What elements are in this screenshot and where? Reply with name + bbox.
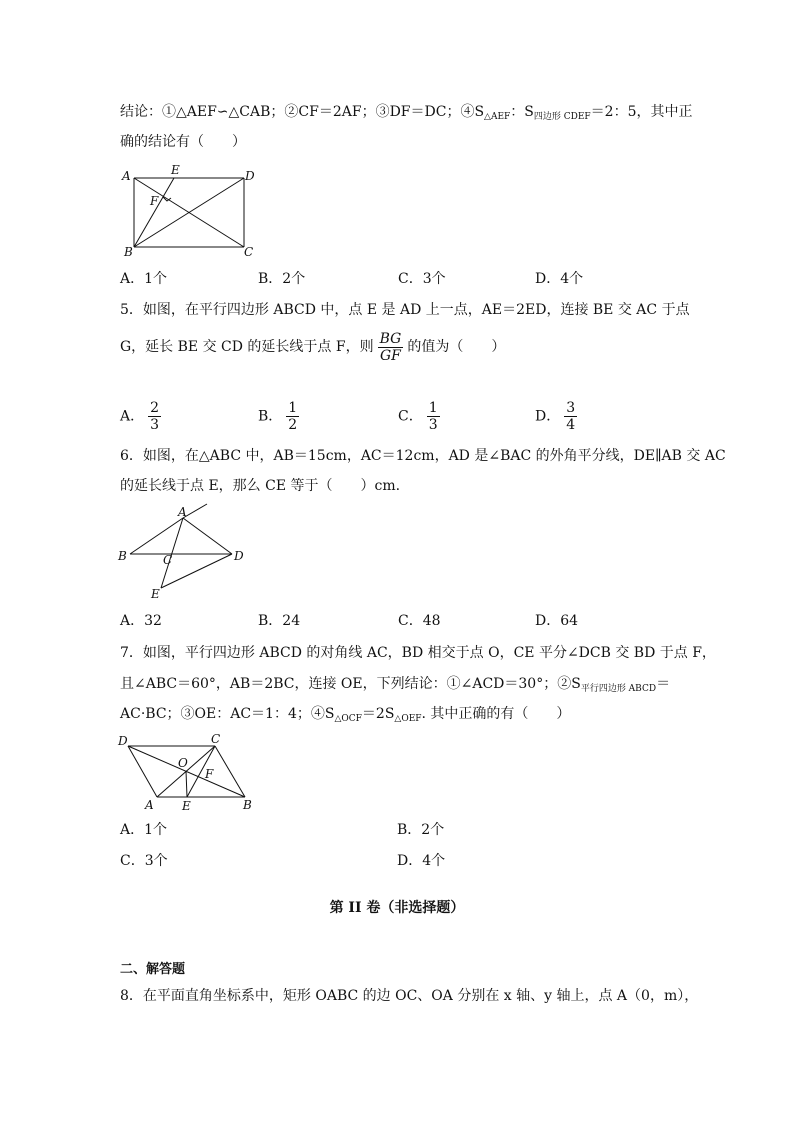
q7-option-c[interactable]: C．3个 <box>120 853 168 869</box>
q7-stem-line2: 且∠ABC＝60°，AB＝2BC，连接 OE，下列结论：①∠ACD＝30°；$②S_{平行四边形 ABCD}=$ <box>120 676 671 694</box>
q6-stem-line2: 的延长线于点 E，那么 CE 等于（ ）cm. <box>120 478 401 494</box>
q7-stem-line3: AC·BC；③OE：AC＝1：4；$④S_{\triangle OCF}=2S_{\triangle OEF}$. 其中正确的有（ ） <box>120 706 571 724</box>
q4-prompt: 确的结论有（ ） <box>120 134 246 150</box>
q6-option-b[interactable]: B．24 <box>258 613 301 629</box>
q7-label-B: B <box>243 798 252 812</box>
q6-triangle-figure <box>115 502 255 602</box>
q6-label-A: A <box>178 505 187 519</box>
q7-label-D: D <box>118 734 128 748</box>
q7-stem-line1: 7．如图，平行四边形 ABCD 的对角线 AC，BD 相交于点 O，CE 平分∠DCB 交 BD 于点 F， <box>120 645 716 661</box>
q7-option-a[interactable]: A．1个 <box>120 822 168 838</box>
q4-option-b[interactable]: B．2个 <box>258 271 306 287</box>
part2-heading: 第 II 卷（非选择题） <box>329 900 465 916</box>
q4-label-C: C <box>244 245 254 259</box>
q5-stem-line2: G，延长 BE 交 CD 的延长线于点 F，则 $\frac{BG}{GF}$ 的值为（ ） <box>120 330 506 364</box>
q7-label-E: E <box>182 799 191 813</box>
q7-option-d[interactable]: D．4个 <box>397 853 446 869</box>
q6-option-a[interactable]: A．32 <box>120 613 162 629</box>
q4-label-D: D <box>245 169 255 183</box>
q5-option-d[interactable]: D． $\frac{3}{4}$ <box>535 400 576 433</box>
q7-label-F: F <box>205 767 214 781</box>
q6-label-E: E <box>151 587 160 601</box>
q7-option-b[interactable]: B．2个 <box>397 822 445 838</box>
q5-fraction: $\frac{BG}{GF}$ <box>379 330 402 364</box>
q4-option-c[interactable]: C．3个 <box>398 271 446 287</box>
q4-option-a[interactable]: A．1个 <box>120 271 168 287</box>
section-title: 二、解答题 <box>120 962 186 977</box>
q6-option-c[interactable]: C．48 <box>398 613 441 629</box>
q7-parallelogram-figure <box>115 730 265 815</box>
q7-label-A: A <box>145 798 154 812</box>
q7-label-O: O <box>178 756 188 770</box>
q5-option-a[interactable]: A． $\frac{2}{3}$ <box>120 400 160 433</box>
q5-stem-line1: 5．如图，在平行四边形 ABCD 中，点 E 是 AD 上一点，AE＝2ED，连接 BE 交 AC 于点 <box>120 302 690 318</box>
q5-option-c[interactable]: C． $\frac{1}{3}$ <box>398 400 438 433</box>
q4-conclusions: 结论：①△AEF∽△CAB；②CF＝2AF；③DF＝DC；$④S_{\triangle AEF}$：$S_{四边形 CDEF}=2$：5，其中正 <box>120 104 693 122</box>
q4-label-E: E <box>171 163 180 177</box>
q6-stem-line1: 6．如图，在△ABC 中，AB＝15cm，AC＝12cm，AD 是∠BAC 的外角平分线，DE∥AB 交 AC <box>120 448 726 464</box>
q6-label-C: C <box>163 553 173 567</box>
q4-option-d[interactable]: D．4个 <box>535 271 584 287</box>
q8-stem: 8．在平面直角坐标系中，矩形 OABC 的边 OC、OA 分别在 x 轴、y 轴上，点 A（0，m）， <box>120 988 699 1004</box>
q6-label-D: D <box>234 549 244 563</box>
q7-label-C: C <box>211 732 221 746</box>
q6-option-d[interactable]: D．64 <box>535 613 579 629</box>
q6-label-B: B <box>118 549 127 563</box>
q4-label-F: F <box>150 194 159 208</box>
q5-option-b[interactable]: B． $\frac{1}{2}$ <box>258 400 298 433</box>
q4-rectangle-figure <box>118 160 268 260</box>
q4-label-A: A <box>122 169 131 183</box>
q4-label-B: B <box>124 245 133 259</box>
